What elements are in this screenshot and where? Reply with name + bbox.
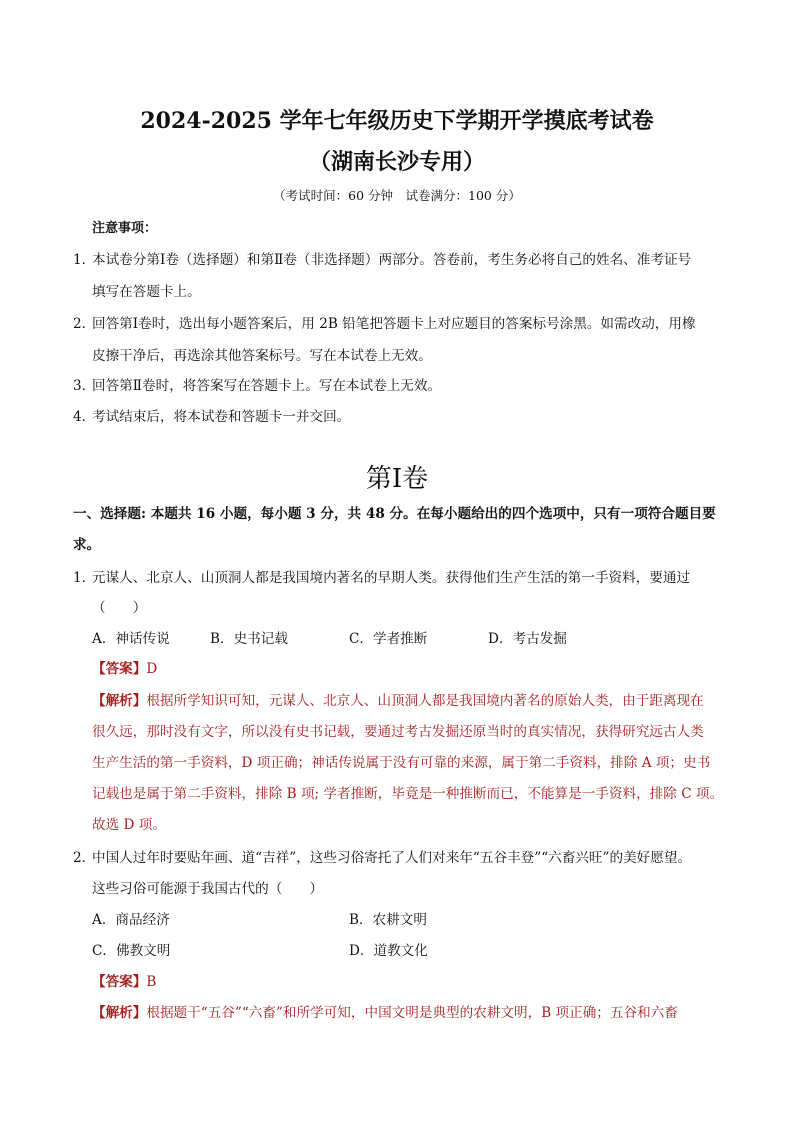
answer-value: D (146, 661, 158, 677)
answer-label: 【答案】 (92, 974, 147, 990)
answer-line (92, 970, 156, 990)
section-instruction: 一、选择题: 本题共 16 小题，每小题 3 分，共 48 分。在每小题给出的四个选项中，只有一项符合题目要 (73, 506, 716, 522)
note-line: 考试结束后，将本试卷和答题卡一并交回。 (92, 409, 351, 425)
analysis-label: 【解析】 (92, 693, 147, 709)
note-line: 填写在答题卡上。 (92, 284, 201, 300)
analysis-line (92, 1001, 678, 1021)
question-stem: （ ） (92, 600, 147, 616)
question-number: 2． (73, 850, 96, 866)
analysis-text: 记载也是属于第二手资料，排除 B 项; 学者推断，毕竟是一种推断而已，不能算是一手资料，排除 C 项。 (92, 786, 724, 802)
answer-label: 【答案】 (92, 661, 147, 677)
note-number: 4． (73, 409, 96, 425)
analysis-label: 【解析】 (92, 1005, 147, 1021)
exam-title: 2024-2025 学年七年级历史下学期开学摸底考试卷 (140, 108, 654, 134)
option-c: C．佛教文明 (92, 943, 171, 959)
question-stem: 元谋人、北京人、山顶洞人都是我国境内著名的早期人类。获得他们生产生活的第一手资料，要通过 (92, 570, 691, 586)
section-title: 第Ⅰ卷 (365, 464, 429, 494)
answer-value: B (146, 974, 157, 990)
option-b: B．史书记载 (210, 631, 288, 647)
question-number: 1． (73, 570, 96, 586)
exam-subtitle: （湖南长沙专用） (308, 149, 485, 175)
option-a: A．商品经济 (92, 912, 170, 928)
notes-title: 注意事项： (92, 221, 158, 236)
option-c: C．学者推断 (349, 631, 428, 647)
analysis-text: 生产生活的第一手资料，D 项正确；神话传说属于没有可靠的来源，属于第二手资料，排除 A 项；史书 (92, 755, 711, 771)
option-a: A．神话传说 (92, 631, 170, 647)
note-number: 3． (73, 378, 96, 394)
note-line: 回答第Ⅱ卷时，将答案写在答题卡上。写在本试卷上无效。 (92, 378, 442, 394)
note-line: 皮擦干净后，再选涂其他答案标号。写在本试卷上无效。 (92, 348, 432, 364)
answer-line (92, 657, 157, 677)
option-d: D．考古发掘 (488, 631, 567, 647)
analysis-text: 故选 D 项。 (92, 817, 166, 833)
note-number: 1． (73, 252, 96, 268)
option-d: D．道教文化 (349, 943, 428, 959)
analysis-text: 根据所学知识可知，元谋人、北京人、山顶洞人都是我国境内著名的原始人类，由于距离现在 (146, 693, 704, 709)
analysis-text: 根据题干“五谷”“六畜”和所学可知，中国文明是典型的农耕文明，B 项正确；五谷和六畜 (146, 1005, 678, 1021)
note-line: 本试卷分第Ⅰ卷（选择题）和第Ⅱ卷（非选择题）两部分。答卷前，考生务必将自己的姓名、准考证号 (92, 252, 692, 268)
option-b: B．农耕文明 (349, 912, 427, 928)
exam-info: （考试时间：60 分钟 试卷满分：100 分） (273, 188, 521, 203)
note-number: 2． (73, 316, 96, 332)
question-stem: 中国人过年时要贴年画、道“吉祥”，这些习俗寄托了人们对来年“五谷丰登”“六畜兴旺”的美好愿望。 (92, 850, 692, 866)
analysis-line (92, 689, 704, 709)
note-line: 回答第Ⅰ卷时，选出每小题答案后，用 2B 铅笔把答题卡上对应题目的答案标号涂黑。如需改动，用橡 (92, 316, 696, 332)
analysis-text: 很久远，那时没有文字，所以没有史书记载，要通过考古发掘还原当时的真实情况，获得研究远古人类 (92, 724, 704, 740)
section-instruction: 求。 (73, 537, 101, 553)
question-stem: 这些习俗可能源于我国古代的（ ） (92, 881, 324, 897)
